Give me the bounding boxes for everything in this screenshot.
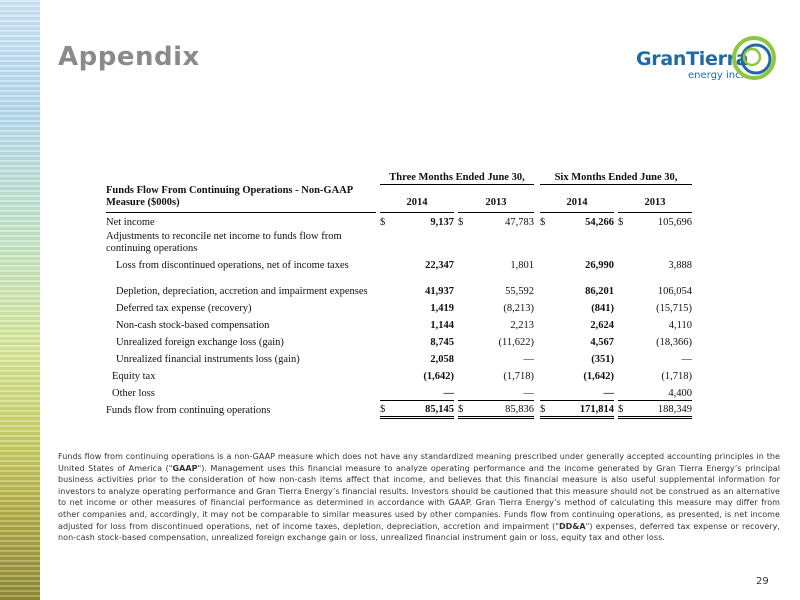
cell-value: 8,745: [430, 337, 454, 348]
currency-symbol: $: [458, 217, 464, 228]
cell-value: 188,349: [630, 400, 692, 417]
cell-value: (8,213): [503, 303, 534, 314]
table-row: [106, 332, 692, 349]
table-row: [106, 315, 692, 332]
currency-symbol: $: [380, 400, 392, 417]
cell-value: 55,592: [505, 286, 534, 297]
page-title: Appendix: [58, 42, 200, 72]
table-row: [106, 255, 692, 272]
row-label: Other loss: [112, 388, 155, 399]
cell-value: 3,888: [668, 260, 693, 271]
row-label: Funds flow from continuing operations: [106, 405, 271, 416]
footnote-text: "). Management uses this financial measure to analyze operating performance and the income generated by Gran Tierra Energy’s principal business activities prior to the consideration of how non-cash items affect that income, and believes that this financial measure is also useful supplemental information for investors to analyze operating performance and Gran Tierra Energy’s financial results. Investors should be cautioned that this measure should not be construed as an alternative to net income or other measures of financial performance as determined in accordance with GAAP. Gran Tierra Energy’s method of calculating this measure may differ from other companies and, accordingly, it may not be comparable to similar measures used by other companies. Funds flow from continuing operations, as presented, is net income adjusted for loss from discontinued operations, net of income taxes, depletion, depreciation, accretion and impairment (": [58, 463, 781, 531]
cell-value: 85,836: [470, 400, 534, 417]
decorative-side-strip: [0, 0, 40, 600]
cell-value: 41,937: [425, 286, 454, 297]
cell-value: 2,213: [510, 320, 534, 331]
footnote-term-dda: DD&A: [558, 521, 586, 531]
cell-value: 9,137: [430, 217, 454, 228]
cell-value: 105,696: [657, 217, 693, 228]
currency-symbol: $: [458, 400, 470, 417]
page-number: 29: [756, 576, 769, 587]
currency-symbol: $: [380, 217, 386, 228]
cell-value: 2,058: [430, 354, 454, 365]
table-row: [106, 366, 692, 383]
table-row: [106, 229, 692, 255]
gran-tierra-logo: [622, 32, 790, 88]
cell-value: —: [681, 354, 693, 365]
table-row: [106, 298, 692, 315]
row-label: Non-cash stock-based compensation: [116, 320, 270, 331]
cell-value: (18,366): [656, 337, 693, 348]
cell-value: 4,567: [590, 337, 614, 348]
cell-value: 1,419: [430, 303, 454, 314]
cell-value: 86,201: [585, 286, 614, 297]
cell-value: —: [603, 387, 614, 399]
row-label: Loss from discontinued operations, net of income taxes: [116, 260, 349, 271]
table-row: [106, 272, 692, 298]
table-row: [106, 383, 692, 400]
cell-value: 171,814: [552, 400, 614, 417]
logo-name: GranTierra: [636, 48, 749, 70]
currency-symbol: $: [540, 400, 552, 417]
currency-symbol: $: [540, 217, 546, 228]
year-header: 2013: [458, 184, 534, 212]
year-header: 2014: [540, 184, 614, 212]
cell-value: 1,144: [430, 320, 454, 331]
row-label: Adjustments to reconcile net income to funds flow from continuing operations: [106, 231, 342, 254]
logo-subtitle: energy inc.: [688, 70, 744, 81]
row-label: Depletion, depreciation, accretion and impairment expenses: [116, 286, 368, 297]
cell-value: (1,642): [583, 371, 614, 382]
cell-value: 85,145: [392, 400, 454, 417]
period-header-three-months: Three Months Ended June 30,: [380, 168, 534, 184]
row-label: Net income: [106, 217, 155, 228]
table-row: [106, 212, 692, 229]
cell-value: 4,110: [668, 320, 693, 331]
cell-value: (1,718): [661, 371, 693, 382]
cell-value: 22,347: [425, 260, 454, 271]
year-header: 2013: [618, 184, 692, 212]
footnote-text: ") expenses, deferred tax expense or recovery, non-cash stock-based compensation, unrealized foreign exchange gain or loss, unrealized financial instrument gain or loss, equity tax and other loss.: [58, 521, 781, 543]
cell-value: 26,990: [585, 260, 614, 271]
cell-value: —: [443, 387, 454, 399]
cell-value: 106,054: [657, 286, 693, 297]
currency-symbol: $: [618, 400, 630, 417]
cell-value: 54,266: [585, 217, 614, 228]
table-row-total: [106, 400, 692, 417]
cell-value: (11,622): [498, 337, 534, 348]
cell-value: 1,801: [510, 260, 534, 271]
year-header: 2014: [380, 184, 454, 212]
footnote-text: Funds flow from continuing operations is a non-GAAP measure which does not have any standardized meaning prescribed under generally accepted accounting principles in the United States of America (": [58, 452, 780, 473]
row-label: Equity tax: [112, 371, 156, 382]
cell-value: (1,718): [503, 371, 534, 382]
table-row: [106, 349, 692, 366]
currency-symbol: $: [618, 217, 624, 228]
year-header-row: [106, 184, 692, 212]
row-label: Unrealized foreign exchange loss (gain): [116, 337, 284, 348]
cell-value: 47,783: [505, 217, 534, 228]
cell-value: (15,715): [656, 303, 693, 314]
cell-value: (841): [591, 303, 614, 314]
cell-value: (1,642): [423, 371, 454, 382]
cell-value: —: [523, 354, 534, 365]
row-label: Deferred tax expense (recovery): [116, 303, 252, 314]
cell-value: —: [523, 387, 534, 399]
cell-value: 4,400: [668, 387, 693, 399]
row-label: Unrealized financial instruments loss (gain): [116, 354, 300, 365]
footnote: [58, 451, 780, 544]
row-header-label: Funds Flow From Continuing Operations - Non-GAAP Measure ($000s): [106, 184, 376, 212]
funds-flow-table: [106, 168, 692, 419]
period-header-six-months: Six Months Ended June 30,: [540, 168, 692, 184]
period-header-row: [106, 168, 692, 184]
footnote-term-gaap: GAAP: [172, 463, 198, 473]
logo-rings-icon: [722, 32, 786, 84]
cell-value: 2,624: [590, 320, 614, 331]
cell-value: (351): [591, 354, 614, 365]
